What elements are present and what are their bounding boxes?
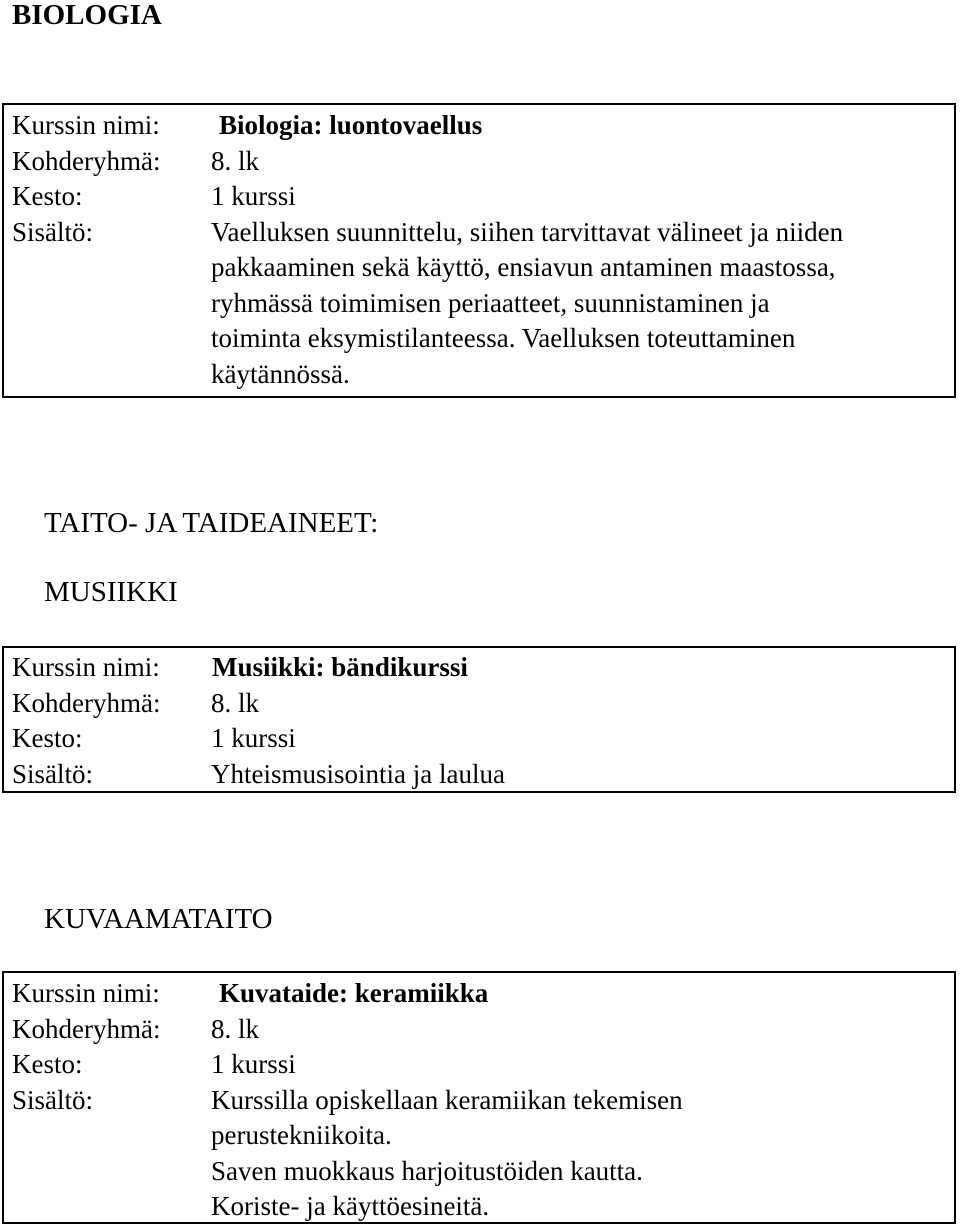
target-group-value: 8. lk: [211, 1013, 260, 1044]
section-heading-biologia: BIOLOGIA: [12, 0, 162, 31]
section-heading-kuvaamataito: KUVAAMATAITO: [44, 903, 273, 935]
target-group-label: Kohderyhmä:: [12, 687, 161, 718]
content-line: Kurssilla opiskellaan keramiikan tekemisen: [211, 1084, 683, 1115]
course-box-kuvataide: [2, 971, 956, 1224]
duration-value: 1 kurssi: [211, 181, 296, 211]
duration-row: [4, 179, 954, 215]
content-line: käytännössä.: [211, 358, 350, 389]
content-line: toiminta eksymistilanteessa. Vaelluksen toteuttaminen: [211, 323, 796, 353]
course-name-value: Kuvataide: keramiikka: [219, 978, 489, 1008]
content-row: [4, 215, 954, 393]
content-line: Saven muokkaus harjoitustöiden kautta.: [211, 1155, 643, 1186]
course-name-value: Biologia: luontovaellus: [219, 110, 483, 140]
content-text: [211, 757, 954, 793]
duration-label: Kesto:: [12, 181, 83, 211]
target-group-label: Kohderyhmä:: [12, 145, 161, 176]
duration-value: 1 kurssi: [211, 1049, 296, 1079]
target-group-value: 8. lk: [211, 687, 260, 718]
target-group-row: [4, 144, 954, 180]
content-text: [211, 215, 954, 393]
course-name-value: Musiikki: bändikurssi: [212, 652, 468, 682]
course-name-label: Kurssin nimi:: [12, 978, 160, 1008]
duration-label: Kesto:: [12, 723, 83, 753]
course-name-label: Kurssin nimi:: [12, 652, 160, 682]
target-group-label: Kohderyhmä:: [12, 1013, 161, 1044]
content-row: [4, 757, 954, 793]
section-heading-musiikki: MUSIIKKI: [44, 576, 178, 608]
content-line: perustekniikoita.: [211, 1120, 392, 1150]
content-label: Sisältö:: [12, 216, 94, 247]
content-line: Vaelluksen suunnittelu, siihen tarvittavat välineet ja niiden: [211, 216, 844, 247]
content-line: pakkaaminen sekä käyttö, ensiavun antaminen maastossa,: [211, 252, 836, 282]
duration-row: [4, 721, 954, 757]
content-line: Koriste- ja käyttöesineitä.: [211, 1191, 490, 1221]
course-name-row: [4, 108, 954, 144]
course-name-row: [4, 650, 954, 686]
content-label: Sisältö:: [12, 1084, 94, 1115]
content-line: Yhteismusisointia ja laulua: [211, 758, 505, 789]
section-heading-taito: TAITO- JA TAIDEAINEET:: [44, 507, 379, 539]
course-box-musiikki: [2, 646, 956, 793]
content-label: Sisältö:: [12, 758, 94, 789]
duration-value: 1 kurssi: [211, 723, 296, 753]
content-row: [4, 1083, 954, 1225]
target-group-row: [4, 1012, 954, 1048]
course-box-biologia: [2, 103, 956, 398]
course-name-label: Kurssin nimi:: [12, 110, 160, 140]
content-line: ryhmässä toimimisen periaatteet, suunnistaminen ja: [211, 287, 770, 318]
target-group-row: [4, 686, 954, 722]
duration-row: [4, 1047, 954, 1083]
target-group-value: 8. lk: [211, 145, 260, 176]
duration-label: Kesto:: [12, 1049, 83, 1079]
content-text: [211, 1083, 954, 1225]
course-name-row: [4, 976, 954, 1012]
